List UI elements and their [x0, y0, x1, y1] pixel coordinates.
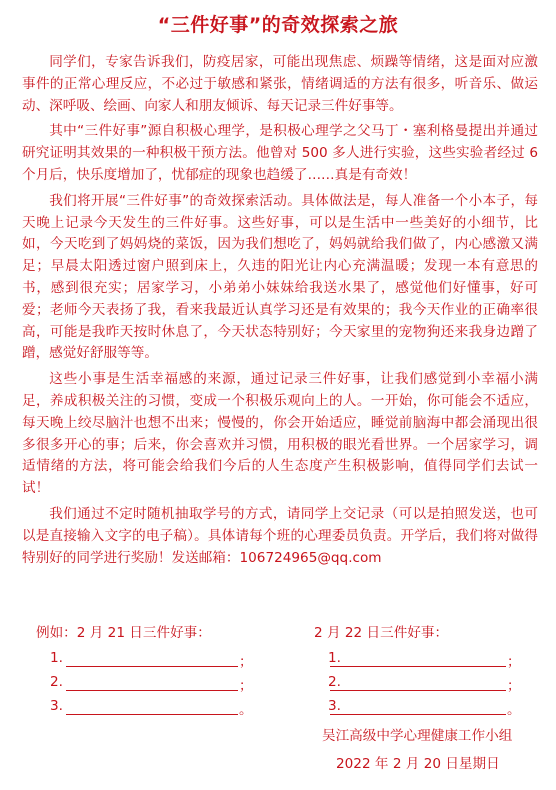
example-right-heading: 2 月 22 日三件好事：: [314, 625, 449, 641]
example-line: [36, 696, 253, 720]
blank-underline: [66, 690, 238, 691]
line-number: 1.: [328, 650, 341, 666]
example-line: [36, 672, 253, 696]
paragraph-benefits: 这些小事是生活幸福感的来源，通过记录三件好事，让我们感觉到小幸福小满足，养成积极关注的习惯，变成一个积极乐观向上的人。一开始，你可能会不适应，每天晚上绞尽脑汁也想不出来；慢慢的，你会开始适应，睡觉前脑海中都会涌现出很多很多开心的事；后来，你会喜欢并习惯，用积极的眼光看世界。一个居家学习，调适情绪的方法，将可能会给我们今后的人生态度产生积极影响，值得同学们去试一试！: [22, 371, 538, 497]
example-left-heading: 例如：2 月 21 日三件好事：: [36, 625, 211, 641]
paragraph-method: 我们将开展“三件好事”的奇效探索活动。具体做法是，每人准备一个小本子，每天晚上记录今天发生的三件好事。这些好事，可以是生活中一些美好的小细节，比如，今天吃到了妈妈烧的菜饭，因为我们想吃了，妈妈就给我们做了，内心感激又满足；早晨太阳透过窗户照到床上，久违的阳光让内心充满温暖；发现一本有意思的书，感到很充实；居家学习，小弟弟小妹妹给我送水果了，感觉他们好懂事，好可爱；老师今天表扬了我，看来我最近认真学习还是有效果的；我今天作业的正确率很高，可能是我昨天按时休息了，今天状态特别好；今天家里的宠物狗还来我身边蹭了蹭，感觉好舒服等等。: [22, 192, 538, 362]
blank-underline: [66, 666, 238, 667]
signature-date: 2022 年 2 月 20 日星期日: [336, 756, 500, 772]
line-number: 3.: [328, 698, 341, 714]
paragraph-submission: 我们通过不定时随机抽取学号的方式，请同学上交记录（可以是拍照发送，也可以是直接输入文字的电子稿）。具体请每个班的心理委员负责。开学后，我们将对做得特别好的同学进行奖励！发送邮箱：106724965@qq.com: [22, 505, 538, 566]
notice-body: [22, 52, 538, 573]
line-number: 2.: [50, 674, 63, 690]
blank-underline: [66, 714, 238, 715]
line-punctuation: ；: [239, 678, 253, 694]
line-punctuation: ；: [507, 654, 521, 670]
signature-organization: 吴江高级中学心理健康工作小组: [322, 728, 513, 744]
line-punctuation: ；: [507, 678, 521, 694]
line-punctuation: 。: [507, 702, 521, 718]
line-punctuation: ；: [239, 654, 253, 670]
example-line: [314, 672, 521, 696]
paragraph-origin: 其中“三件好事”源自积极心理学，是积极心理学之父马丁・塞利格曼提出并通过研究证明其效果的一种积极干预方法。他曾对 500 多人进行实验，这些实验者经过 6 个月后，快乐度增加了，忧郁症的现象也趋缓了……真是有奇效！: [22, 123, 538, 183]
example-right: [314, 624, 521, 720]
example-line: [314, 648, 521, 672]
blank-underline: [330, 666, 506, 667]
example-section: [36, 624, 546, 720]
blank-underline: [330, 690, 506, 691]
example-left: [36, 624, 253, 720]
blank-underline: [330, 714, 506, 715]
page-title: “三件好事”的奇效探索之旅: [157, 14, 399, 36]
example-line: [36, 648, 253, 672]
paragraph-intro: 同学们，专家告诉我们，防疫居家，可能出现焦虑、烦躁等情绪，这是面对应激事件的正常心理反应，不必过于敏感和紧张，情绪调适的方法有很多，听音乐、做运动、深呼吸、绘画、向家人和朋友倾诉、每天记录三件好事等。: [22, 54, 538, 114]
line-punctuation: 。: [239, 702, 253, 718]
line-number: 2.: [328, 674, 341, 690]
line-number: 1.: [50, 650, 63, 666]
example-line: [314, 696, 521, 720]
line-number: 3.: [50, 698, 63, 714]
